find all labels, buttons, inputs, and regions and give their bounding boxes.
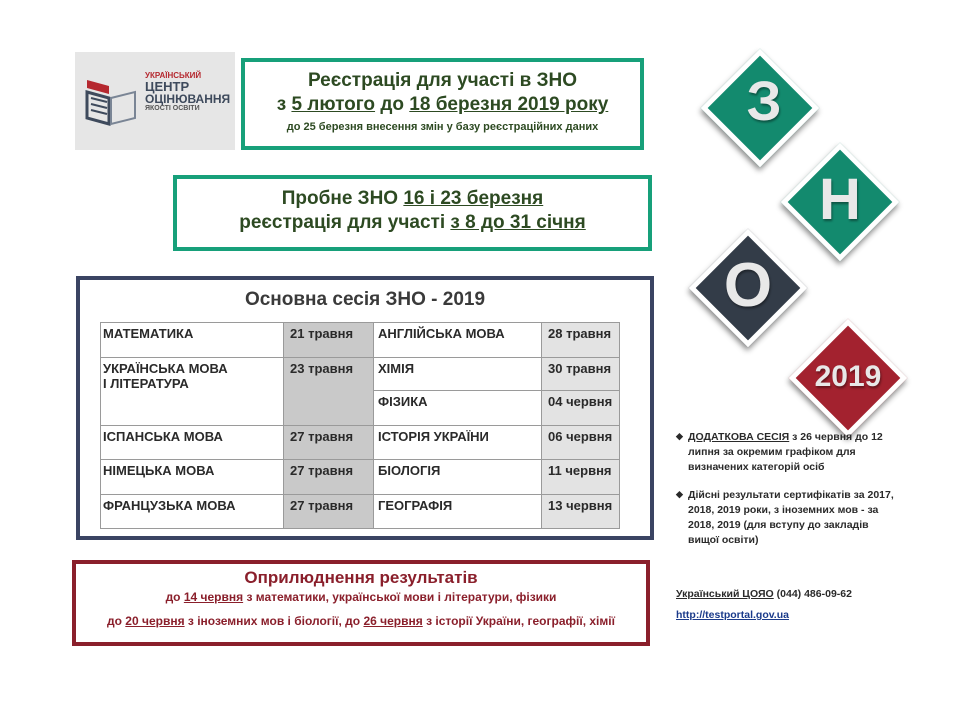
trial-box xyxy=(173,175,652,251)
notes-list xyxy=(676,430,896,549)
registration-box xyxy=(241,58,644,150)
table-row: НІМЕЦЬКА МОВА 27 травня БІОЛОГІЯ 11 червня xyxy=(101,460,620,495)
ucoyo-logo xyxy=(75,52,235,150)
table-row: УКРАЇНСЬКА МОВА І ЛІТЕРАТУРА 23 травня ХІМІЯ 30 травня xyxy=(101,358,620,391)
registration-dates: з 5 лютого до 18 березня 2019 року xyxy=(276,94,609,115)
letter-o: О xyxy=(723,251,773,320)
table-row: ІСПАНСЬКА МОВА 27 травня ІСТОРІЯ УКРАЇНИ 06 червня xyxy=(101,426,620,460)
results-title: Оприлюднення результатів xyxy=(244,568,478,587)
table-row: ФРАНЦУЗЬКА МОВА 27 травня ГЕОГРАФІЯ 13 червня xyxy=(101,495,620,529)
org-name: Український ЦОЯО xyxy=(676,588,774,600)
note-extra-session: ◆ ДОДАТКОВА СЕСІЯ з 26 червня до 12 липня за окремим графіком для визначених категорій осіб xyxy=(676,431,883,474)
diamond-bullet-icon: ◆ xyxy=(676,488,683,499)
registration-note: до 25 березня внесення змін у базу реєстраційних даних xyxy=(286,121,599,133)
letter-z: З xyxy=(746,69,782,132)
table-row: ФІЗИКА 04 червня xyxy=(101,391,620,426)
table-row: МАТЕМАТИКА 21 травня АНГЛІЙСЬКА МОВА 28 травня xyxy=(101,323,620,358)
note-certificates: ◆ Дійсні результати сертифікатів за 2017, 2018, 2019 роки, з іноземних мов - за 2018, 2019 (для вступу до закладів вищої освіти) xyxy=(676,488,894,547)
schedule-table xyxy=(100,322,620,529)
diamond-bullet-icon: ◆ xyxy=(676,431,683,441)
results-line-2: до 20 червня з іноземних мов і біології, до 26 червня з історії України, географії, хімії xyxy=(107,614,615,628)
letter-n: Н xyxy=(819,167,861,232)
website-link[interactable]: http://testportal.gov.ua xyxy=(676,609,789,621)
year-label: 2019 xyxy=(814,360,882,393)
contact-line xyxy=(676,588,852,600)
main-session-box xyxy=(76,276,654,540)
open-book-icon xyxy=(83,72,141,130)
main-session-title: Основна сесія ЗНО - 2019 xyxy=(244,289,486,310)
results-box xyxy=(72,560,650,646)
trial-registration: реєстрація для участі з 8 до 31 січня xyxy=(239,212,586,233)
logo-text: УКРАЇНСЬКИЙ ЦЕНТР ОЦІНЮВАННЯ ЯКОСТІ ОСВІТИ xyxy=(145,71,231,112)
phone: (044) 486-09-62 xyxy=(776,588,852,600)
results-line-1: до 14 червня з математики, української мови і літератури, фізики xyxy=(165,590,557,604)
registration-title: Реєстрація для участі в ЗНО xyxy=(307,70,578,91)
trial-dates: Пробне ЗНО 16 і 23 березня xyxy=(281,188,544,209)
